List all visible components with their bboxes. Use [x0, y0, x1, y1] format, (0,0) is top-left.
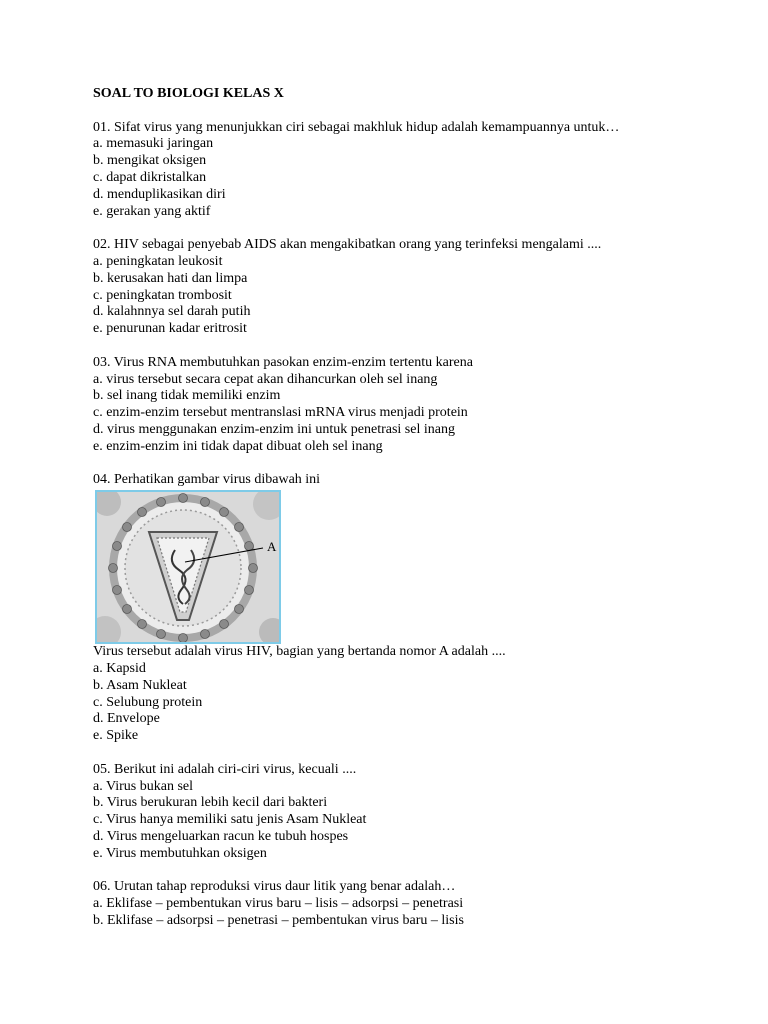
option-b: b. Eklifase – adsorpsi – penetrasi – pembentukan virus baru – lisis [93, 912, 464, 928]
question-4 [93, 472, 733, 745]
option-b: b. kerusakan hati dan limpa [93, 270, 248, 286]
question-text: 04. Perhatikan gambar virus dibawah ini [93, 472, 321, 488]
option-d: d. Virus mengeluarkan racun ke tubuh hospes [93, 828, 349, 844]
option-d: d. kalahnnya sel darah putih [93, 304, 251, 320]
question-text: 03. Virus RNA membutuhkan pasokan enzim-enzim tertentu karena [93, 354, 473, 370]
option-d: d. Envelope [93, 711, 160, 727]
question-1 [93, 120, 733, 221]
option-c: c. Virus hanya memiliki satu jenis Asam Nukleat [93, 812, 367, 828]
figure-label-a: A [267, 539, 277, 555]
hiv-virus-illustration [97, 492, 279, 642]
option-c: c. enzim-enzim tersebut mentranslasi mRNA virus menjadi protein [93, 405, 468, 421]
option-e: e. enzim-enzim ini tidak dapat dibuat oleh sel inang [93, 438, 383, 454]
option-e: e. gerakan yang aktif [93, 203, 211, 219]
option-a: a. memasuki jaringan [93, 136, 214, 152]
option-a: a. Eklifase – pembentukan virus baru – lisis – adsorpsi – penetrasi [93, 896, 464, 912]
question-text: 06. Urutan tahap reproduksi virus daur litik yang benar adalah… [93, 879, 456, 895]
question-followup: Virus tersebut adalah virus HIV, bagian yang bertanda nomor A adalah .... [93, 644, 506, 660]
question-3 [93, 355, 733, 456]
option-e: e. Virus membutuhkan oksigen [93, 845, 267, 861]
option-c: c. Selubung protein [93, 694, 203, 710]
question-text: 02. HIV sebagai penyebab AIDS akan mengakibatkan orang yang terinfeksi mengalami .... [93, 237, 602, 253]
hiv-virus-figure [95, 490, 281, 644]
option-b: b. mengikat oksigen [93, 153, 207, 169]
question-text: 01. Sifat virus yang menunjukkan ciri sebagai makhluk hidup adalah kemampuannya untuk… [93, 119, 620, 135]
option-b: b. Asam Nukleat [93, 677, 187, 693]
question-text: 05. Berikut ini adalah ciri-ciri virus, kecuali .... [93, 761, 357, 777]
option-b: b. Virus berukuran lebih kecil dari bakteri [93, 795, 328, 811]
question-6 [93, 879, 733, 929]
option-a: a. Virus bukan sel [93, 778, 193, 794]
option-a: a. virus tersebut secara cepat akan dihancurkan oleh sel inang [93, 371, 438, 387]
option-b: b. sel inang tidak memiliki enzim [93, 388, 281, 404]
option-a: a. peningkatan leukosit [93, 253, 223, 269]
document-page [93, 86, 733, 946]
question-5 [93, 762, 733, 863]
option-e: e. Spike [93, 728, 139, 744]
page-title: SOAL TO BIOLOGI KELAS X [93, 86, 284, 101]
option-c: c. dapat dikristalkan [93, 169, 207, 185]
option-c: c. peningkatan trombosit [93, 287, 232, 303]
question-2 [93, 237, 733, 338]
option-a: a. Kapsid [93, 660, 146, 676]
option-d: d. virus menggunakan enzim-enzim ini untuk penetrasi sel inang [93, 421, 455, 437]
option-e: e. penurunan kadar eritrosit [93, 321, 247, 337]
option-d: d. menduplikasikan diri [93, 186, 226, 202]
